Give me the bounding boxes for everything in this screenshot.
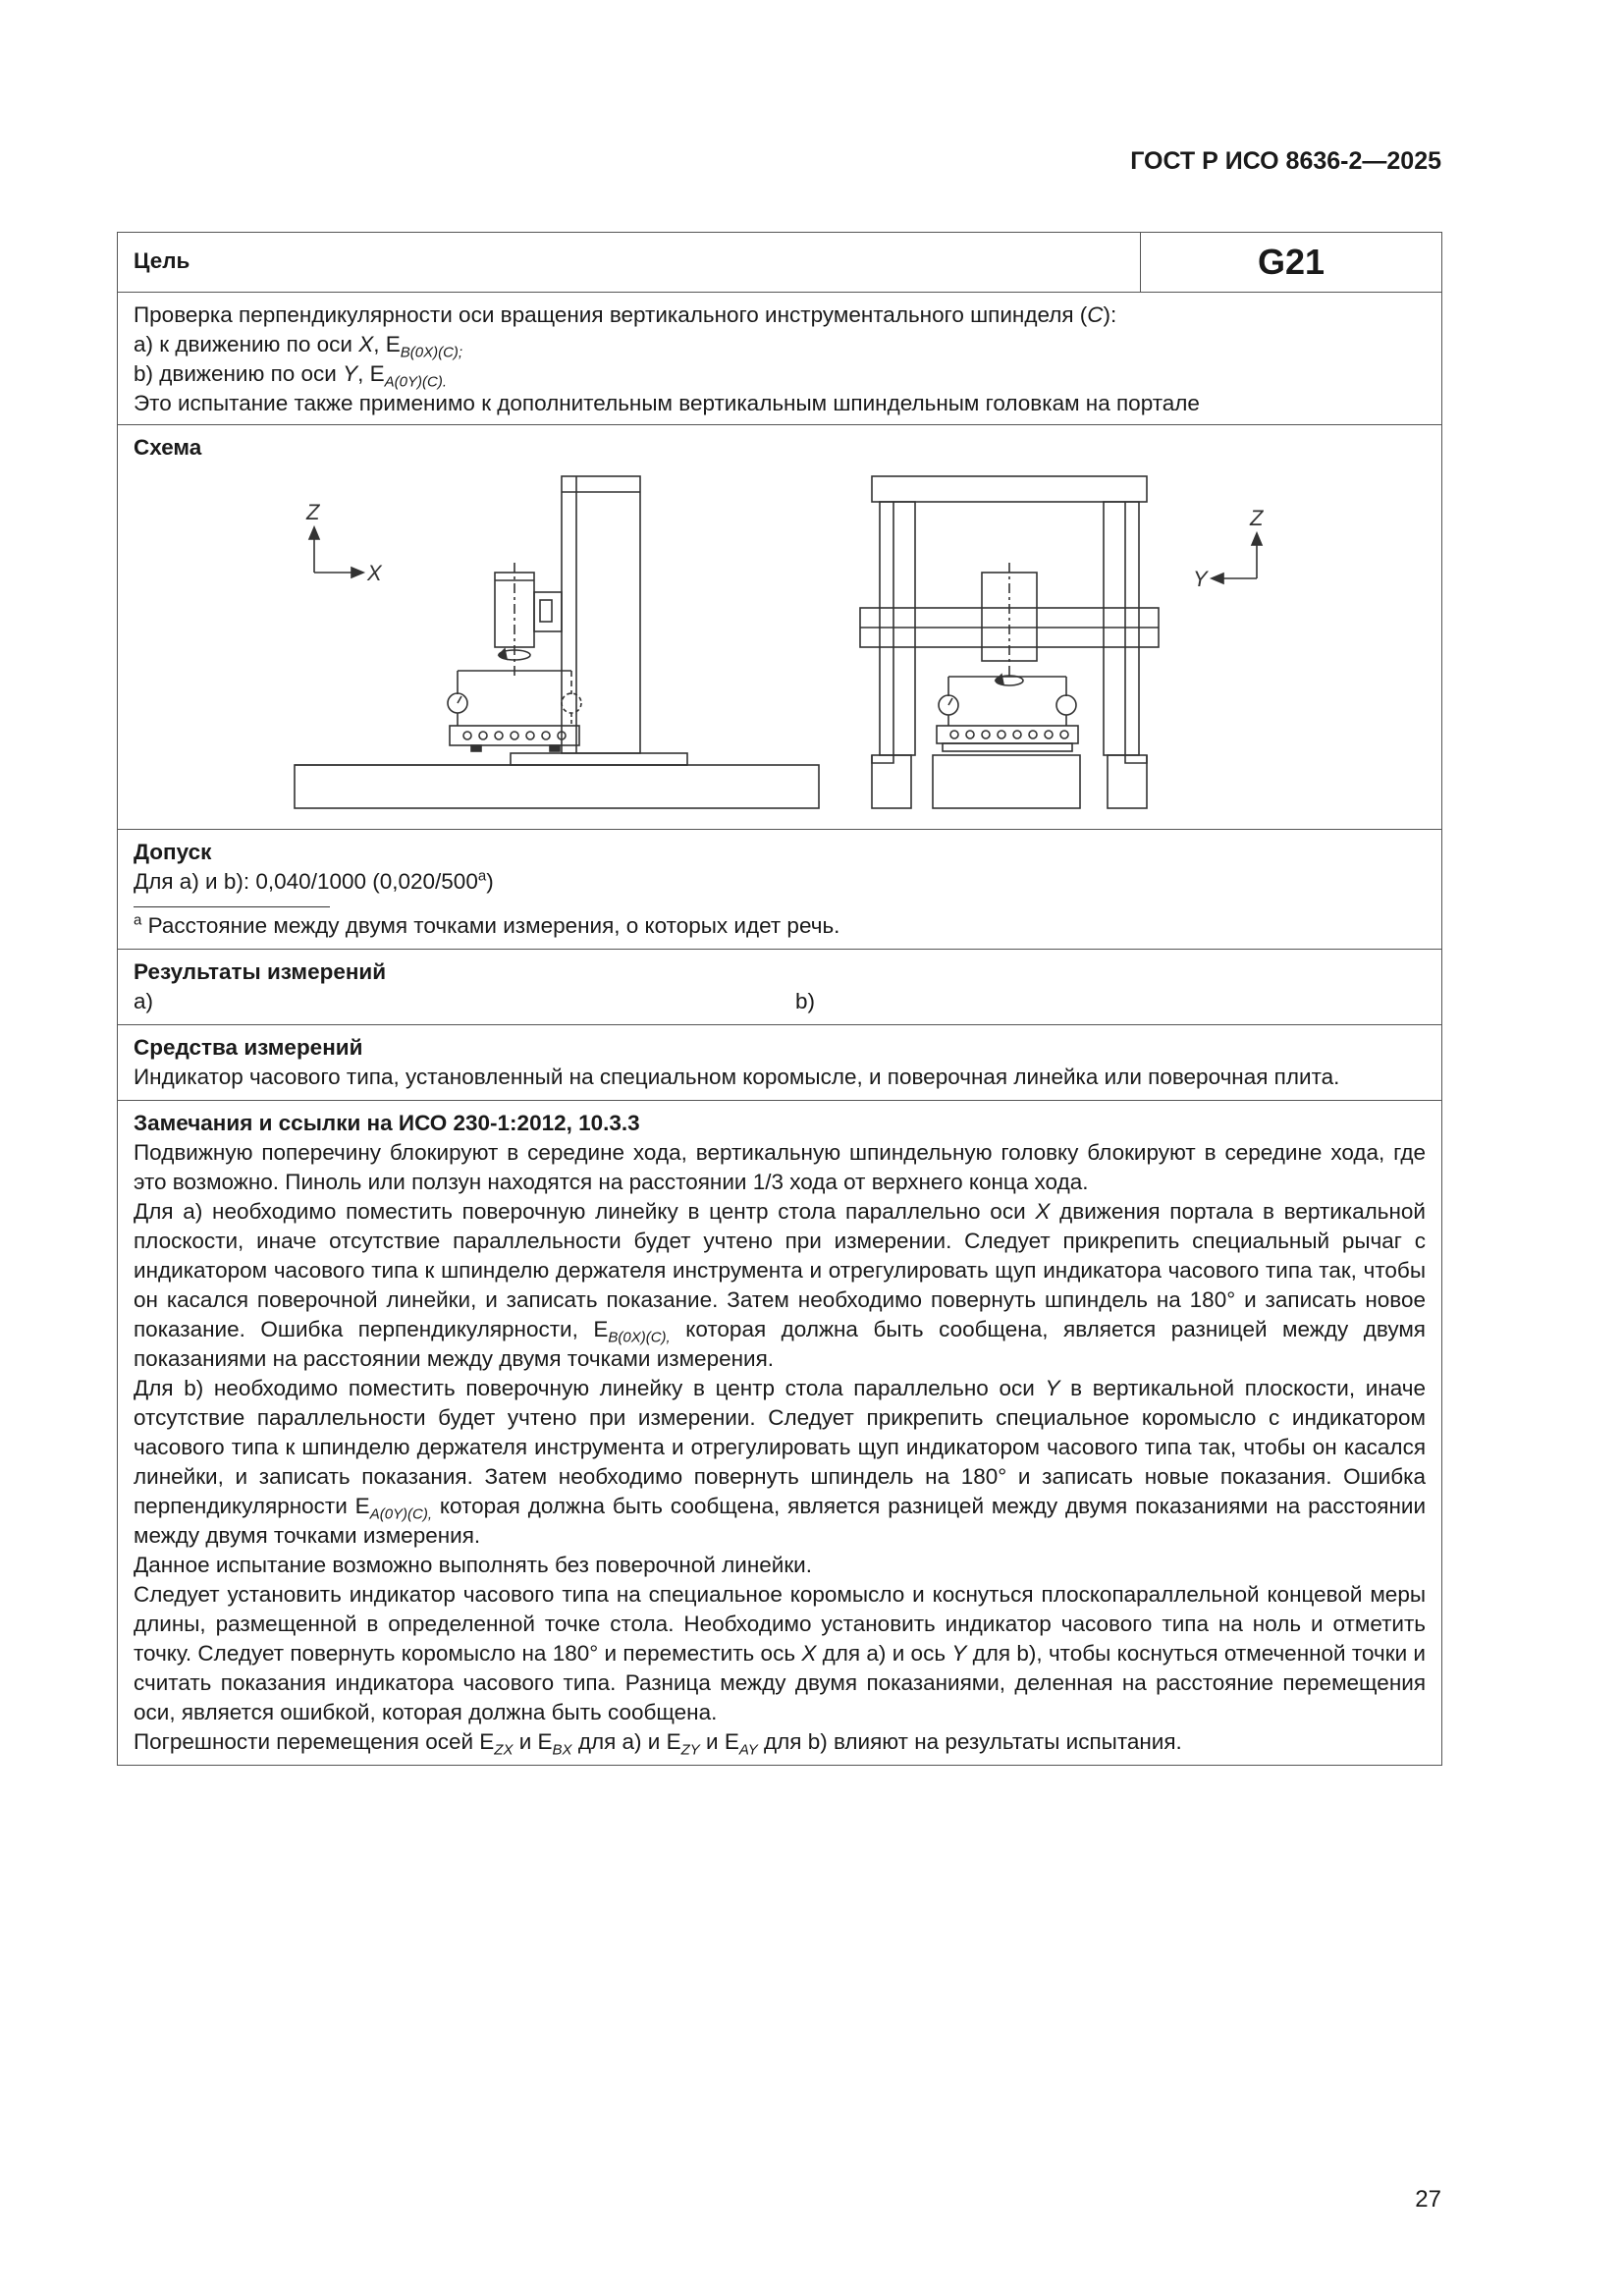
results-label: Результаты измерений — [134, 959, 387, 984]
left-axis-x-label: X — [367, 561, 382, 585]
right-axis-z-label: Z — [1250, 506, 1264, 530]
tolerance-footnote: $^a$ Расстояние между двумя точками измерения, о которых идет речь. — [134, 911, 840, 938]
notes-paragraph-6: Погрешности перемещения осей $E_{ZX}$ и $E_{BX}$ для a) и $E_{ZY}$ и $E_{AY}$ для b) влияют на результаты испытания. — [134, 1729, 1182, 1759]
notes-paragraph-4: Данное испытание возможно выполнять без поверочной линейки. — [134, 1553, 812, 1577]
left-axis-triad — [305, 500, 383, 585]
notes-paragraph-5: Следует установить индикатор часового типа на специальное коромысло и коснуться плоскопараллельной концевой меры длины, размещенной в определенной точке стола. Необходимо установить индикатор часового типа на ноль и отметить точку. Следует повернуть коромысло на 180° и переместить ось X для a) и ось Y для b), чтобы коснуться отмеченной точки и считать показания индикатора часового типа. Разница между двумя показаниями, деленная на расстояние перемещения оси, является ошибкой, которая должна быть сообщена. — [134, 1582, 1426, 1724]
result-a: a) — [134, 989, 154, 1013]
tolerance-text: Для a) и b): 0,040/1000 (0,020/500$^a$) — [134, 867, 494, 894]
notes-section — [118, 1100, 1441, 1765]
instruments-text: Индикатор часового типа, установленный на специальном коромысле, и поверочная линейка или поверочная плита. — [134, 1065, 1340, 1089]
results-section — [118, 949, 1441, 1024]
scheme-label: Схема — [134, 435, 202, 460]
notes-paragraph-2: Для a) необходимо поместить поверочную линейку в центр стола параллельно оси X движения портала в вертикальной плоскости, иначе отсутствие параллельности будет учтено при измерении. Следует прикрепить специальный рычаг с индикатором часового типа к шпинделю держателя инструмента и отрегулировать щуп индикатора часового типа так, чтобы он касался поверочной линейки, и записать показание. Затем необходимо повернуть шпиндель на 180° и записать новое показание. Ошибка перпендикулярности, $E_{B(0X)(C),}$ которая должна быть сообщена, является разницей между двумя показаниями на расстоянии между двумя точками измерения. — [134, 1199, 1426, 1371]
goal-section — [118, 233, 1441, 424]
right-machine-drawing — [860, 476, 1159, 808]
notes-paragraph-3: Для b) необходимо поместить поверочную линейку в центр стола параллельно оси Y в вертикальной плоскости, иначе отсутствие параллельности будет учтено при измерении. Следует прикрепить специальное коромысло с индикатором часового типа к шпинделю держателя инструмента и отрегулировать щуп индикатором часового типа так, чтобы он касался линейки, и записать показания. Затем необходимо повернуть шпиндель на 180° и записать новые показания. Ошибка перпендикулярности $E_{A(0Y)(C),}$ которая должна быть сообщена, является разницей между двумя показаниями на расстоянии между двумя точками измерения. — [134, 1376, 1427, 1548]
tolerance-section — [118, 829, 1441, 949]
left-machine-drawing — [295, 476, 819, 808]
scheme-drawing — [118, 425, 1440, 813]
test-code: G21 — [1140, 233, 1441, 292]
goal-label: Цель — [134, 248, 190, 273]
tolerance-label: Допуск — [134, 840, 212, 864]
instruments-section — [118, 1024, 1441, 1100]
right-axis-triad — [1193, 506, 1265, 591]
notes-label: Замечания и ссылки на ИСО 230-1:2012, 10.3.3 — [134, 1111, 640, 1135]
right-axis-y-label: Y — [1193, 567, 1208, 591]
document-code: ГОСТ Р ИСО 8636-2—2025 — [1130, 147, 1441, 175]
left-axis-z-label: Z — [306, 500, 320, 524]
result-b: b) — [795, 989, 816, 1013]
footnote-rule — [134, 906, 330, 907]
scheme-section — [118, 424, 1441, 829]
test-sheet-table — [117, 232, 1442, 1766]
goal-text: Проверка перпендикулярности оси вращения вертикального инструментального шпинделя (C): a) к движению по оси X, $E_{B(0X)(C);}$ b) движению по оси Y, $E_{A(0Y)(C).}$ Это испытание также применимо к дополнительным вертикальным шпиндельным головкам на портале — [134, 302, 1200, 415]
instruments-label: Средства измерений — [134, 1035, 363, 1060]
page-number: 27 — [1415, 2186, 1441, 2213]
notes-paragraph-1: Подвижную поперечину блокируют в середине хода, вертикальную шпиндельную головку блокируют в середине хода, где это возможно. Пиноль или ползун находятся на расстоянии 1/3 хода от верхнего конца хода. — [134, 1140, 1426, 1194]
